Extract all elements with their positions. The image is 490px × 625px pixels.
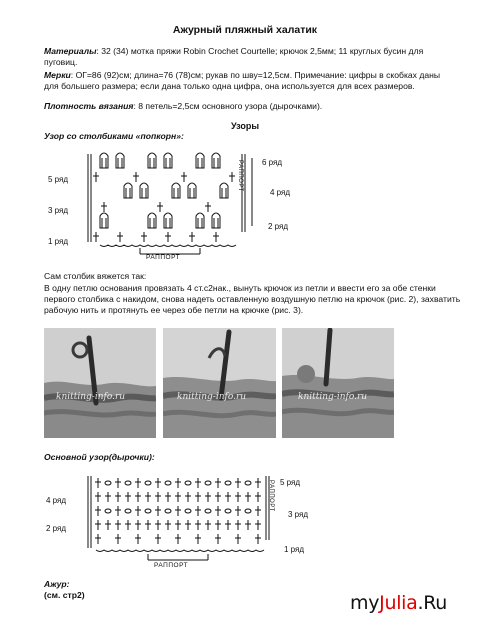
brand-part-ru: .Ru [417, 592, 448, 614]
main-row-3: 3 ряд [288, 510, 309, 519]
popcorn-row-3: 3 ряд [48, 206, 69, 215]
photo-2-watermark: knitting-info.ru [177, 392, 247, 402]
photo-1-watermark: knitting-info.ru [56, 392, 126, 402]
main-row-2: 2 ряд [46, 524, 67, 533]
popcorn-repeat-side: РАППОРТ [237, 160, 243, 192]
materials-text: : 32 (34) мотка пряжи Robin Crochet Courtelle; крючок 2,5мм; 11 круглых бусин для пуговиц. [44, 46, 424, 67]
materials-label: Материалы [44, 46, 97, 56]
page-title: Ажурный пляжный халатик [172, 24, 318, 36]
density-text: : 8 петель=2,5см основного узора (дырочками). [133, 101, 323, 111]
density-label: Плотность вязания [44, 101, 134, 111]
main-row-4: 4 ряд [46, 496, 67, 505]
photo-3-watermark: knitting-info.ru [298, 392, 368, 402]
main-row-5: 5 ряд [280, 478, 301, 487]
stitch-note-text: В одну петлю основания провязать 4 ст.с2нак., вынуть крючок из петли и ввести его за обе стенки первого столбика с накидом, снова надеть оставленную воздушную петлю на крючок (рис. 2), захватить рабочую нить и протянуть ее через обе петли на крючке (рис. 3). [44, 283, 461, 315]
materials-paragraph [44, 46, 454, 68]
main-pattern-diagram [40, 470, 290, 570]
lace-heading: Ажур: [44, 579, 70, 589]
photo-step-2 [163, 328, 276, 438]
photo-step-1 [44, 328, 156, 438]
brand-logo [350, 592, 447, 614]
popcorn-row-6: 6 ряд [262, 158, 283, 167]
brand-part-julia: Julia [379, 592, 418, 614]
measurements-label: Мерки [44, 70, 71, 80]
density-paragraph [44, 101, 454, 112]
main-repeat-label: РАППОРТ [154, 562, 189, 569]
photo-step-3 [282, 328, 394, 438]
popcorn-row-1: 1 ряд [48, 237, 69, 246]
lace-note: (см. стр2) [44, 590, 85, 600]
popcorn-row-2: 2 ряд [268, 222, 289, 231]
measurements-paragraph [44, 70, 454, 92]
main-repeat-side: РАППОРТ [268, 480, 274, 512]
brand-part-my: my [350, 592, 380, 614]
measurements-text: : ОГ=86 (92)см; длина=76 (78)см; рукав по шву=12,5см. Примечание: цифры в скобках даны для большего размера; если дана только одна цифра, она используется для всех размеров. [44, 70, 441, 91]
popcorn-row-5: 5 ряд [48, 175, 69, 184]
popcorn-row-4: 4 ряд [270, 188, 291, 197]
popcorn-heading: Узор со столбиками «попкорн»: [44, 131, 184, 141]
stitch-note-heading: Сам столбик вяжется так: [44, 271, 147, 281]
main-row-1: 1 ряд [284, 545, 305, 554]
popcorn-repeat-label: РАППОРТ [146, 254, 181, 261]
main-pattern-heading: Основной узор(дырочки): [44, 452, 155, 462]
patterns-heading: Узоры [230, 121, 260, 131]
